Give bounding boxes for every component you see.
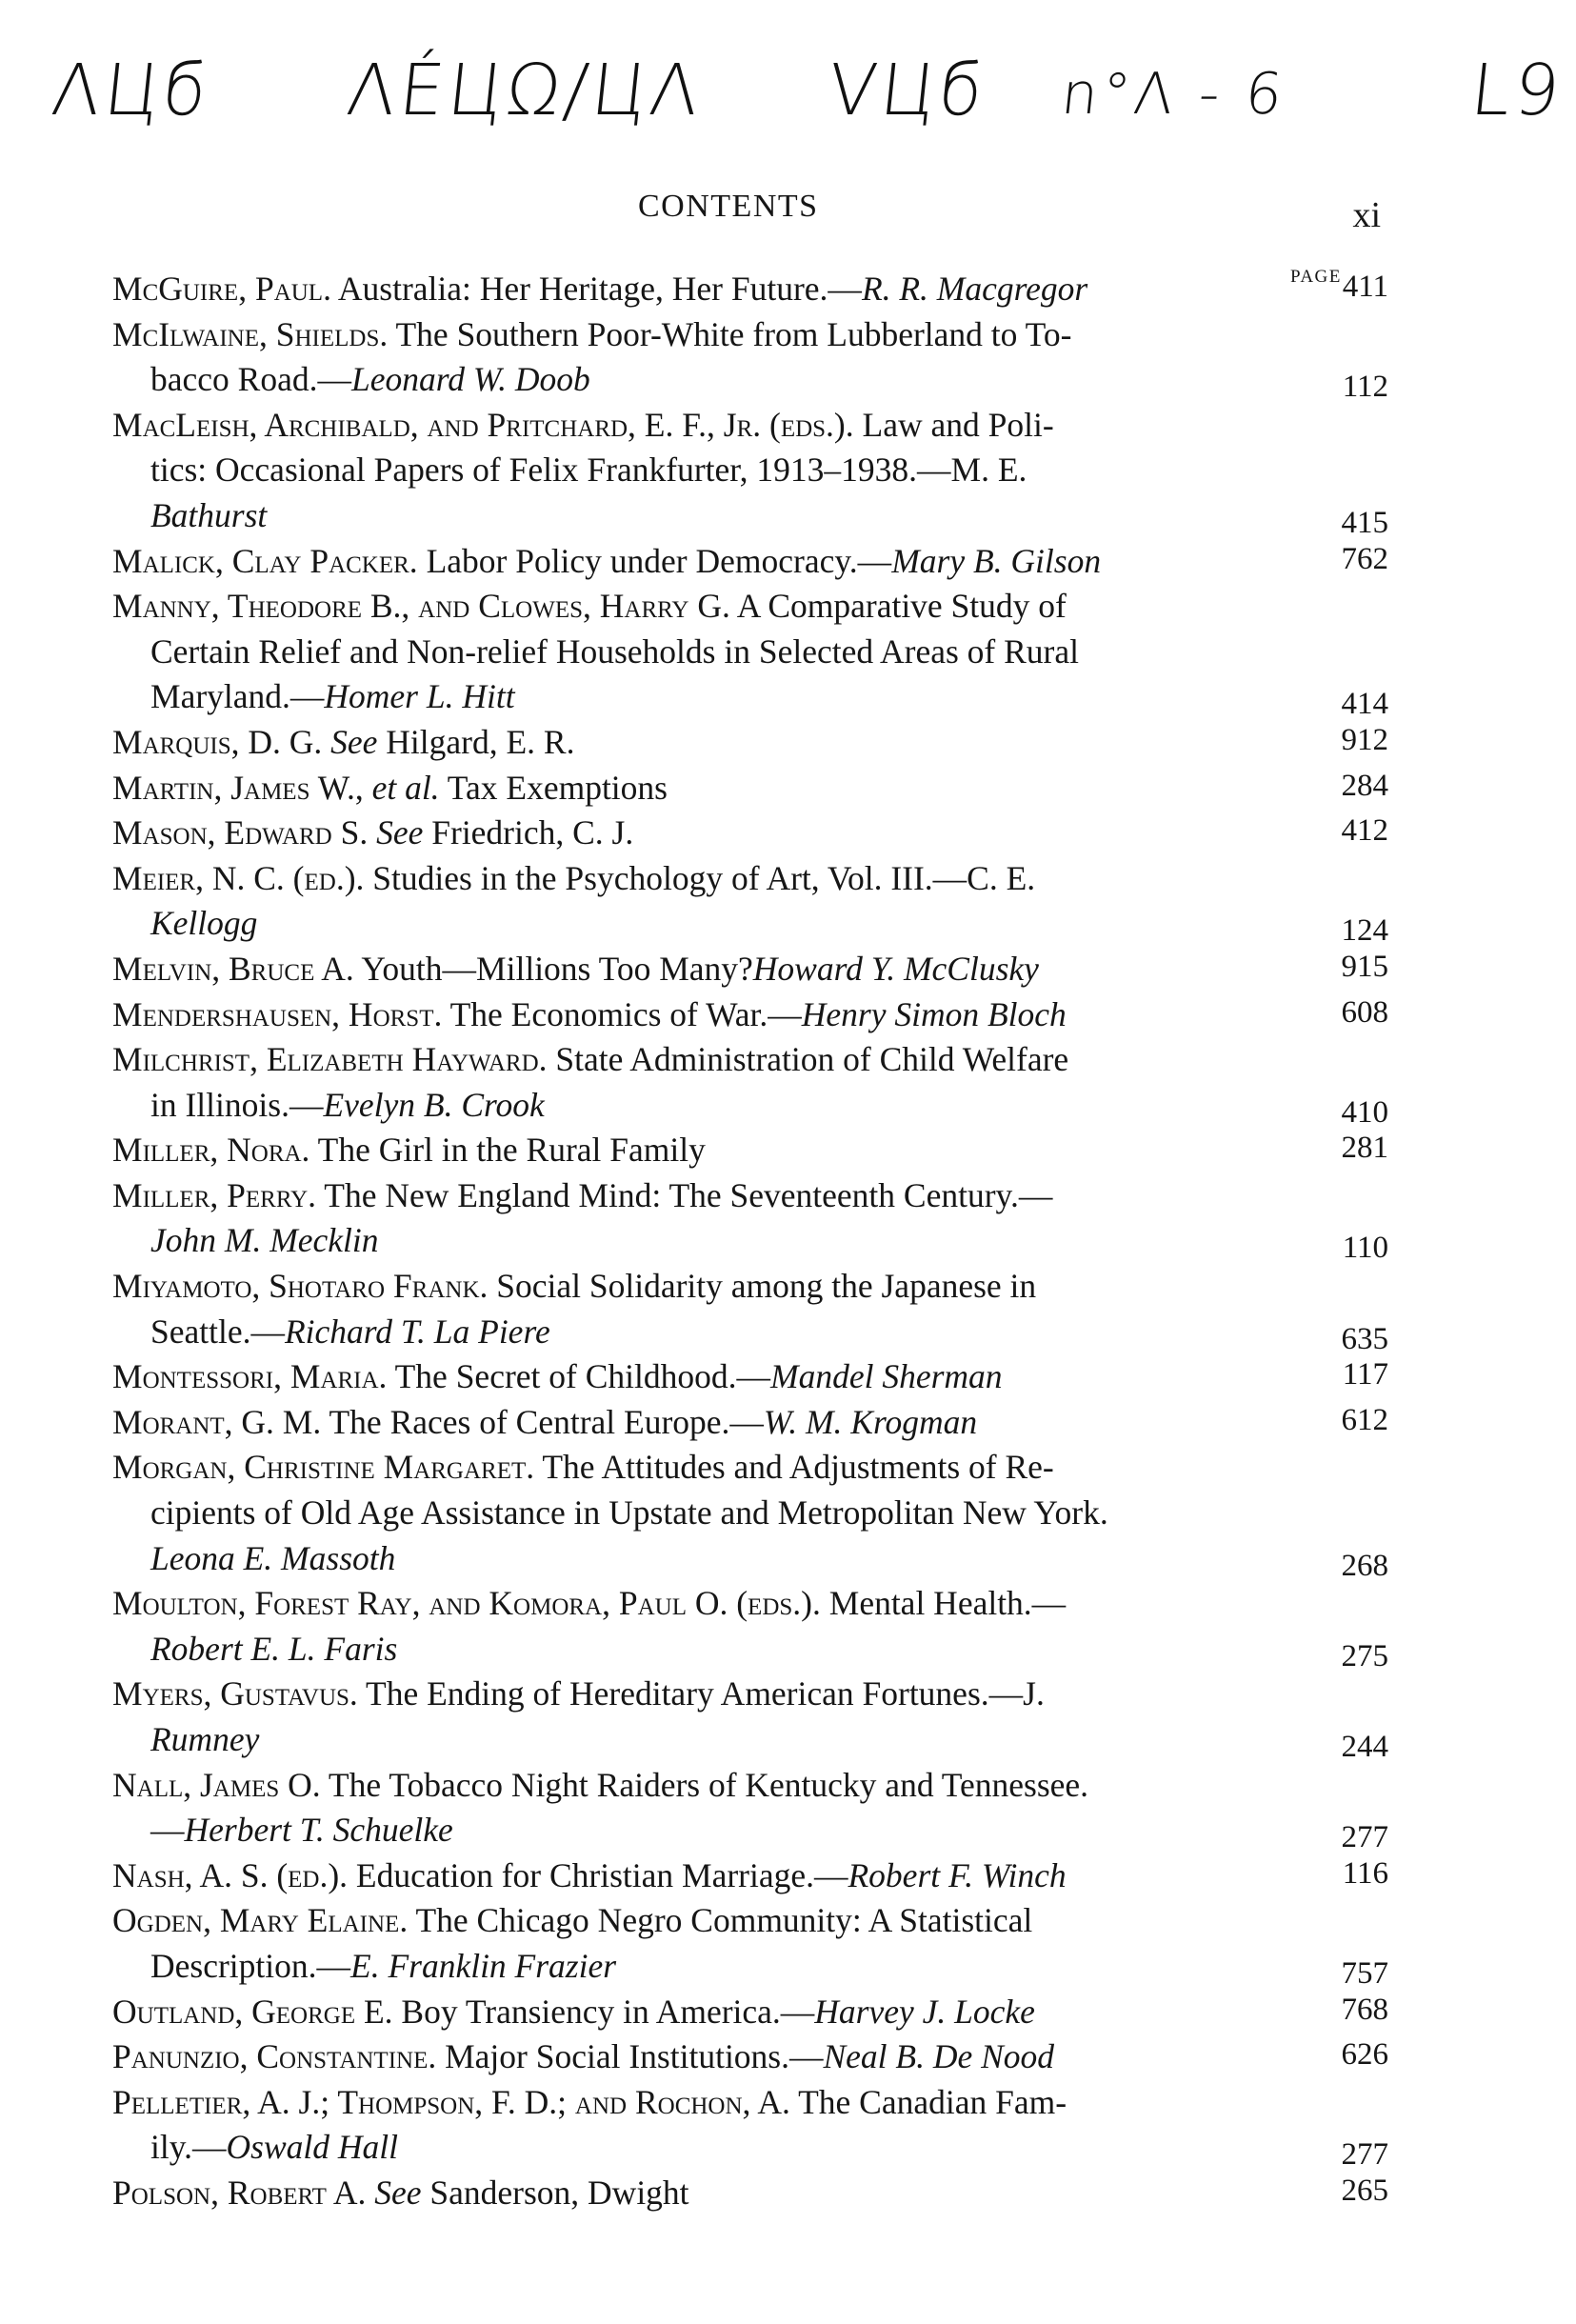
page-column-label: PAGE [1290,267,1342,287]
entry-page-number: 117 [1342,1357,1388,1392]
entry-reviewer: Henry Simon Bloch [801,994,1067,1033]
entry-author: Montessori, Maria. [112,1357,388,1396]
entry-page-number: 608 [1341,994,1388,1030]
entry-line [112,1491,1303,1536]
entry-author: Nall, James O. [112,1765,321,1804]
entry-reviewer: Robert F. Winch [848,1855,1067,1894]
contents-entry [112,539,1388,585]
entry-see-ref: et al. [371,768,440,807]
entry-title-text: Certain Relief and Non-relief Households in Selected Areas of Rural [150,631,1079,671]
entry-title-text: Friedrich, C. J. [431,813,634,852]
entry-title-text: cipients of Old Age Assistance in Upstate and Metropolitan New York. [150,1493,1108,1533]
contents-entry [112,2034,1388,2080]
entry-line [112,1400,1303,1446]
entry-title-text: ily.— [150,2128,227,2167]
entry-page-number: 275 [1341,1638,1388,1673]
entry-title-text: bacco Road.— [150,360,351,399]
entry-title-text: The Economics of War.— [449,994,802,1033]
entry-author: Milchrist, Elizabeth Hayward. [112,1040,548,1079]
entry-title-text: The New England Mind: The Seventeenth Century.— [324,1175,1053,1214]
entry-title-text: Education for Christian Marriage.— [355,1855,848,1894]
contents-entry [112,403,1388,539]
entry-reviewer: Rumney [150,1720,260,1758]
entry-line [112,1218,1303,1264]
entry-page-number: 626 [1341,2037,1388,2073]
entry-author: Myers, Gustavus. [112,1674,358,1713]
entry-page-number: 124 [1341,913,1388,949]
entry-page-number: 284 [1341,768,1388,803]
entry-line [112,947,1303,992]
entry-title-text: Youth—Millions Too Many? [361,949,753,988]
entry-author: Malick, Clay Packer. [112,541,418,580]
entry-title-text: The Secret of Childhood.— [394,1357,770,1396]
entry-author: Mendershausen, Horst. [112,994,443,1033]
entry-author: MacLeish, Archibald, and Pritchard, E. F., Jr. (eds.). [112,405,854,444]
entry-reviewer: Harvey J. Locke [814,1992,1035,2031]
entry-see-ref: See [376,813,424,852]
entry-title-text: The Canadian Fam- [798,2082,1067,2121]
handwritten-mark: ΛЦб [48,50,214,131]
entry-line [112,539,1303,585]
entry-line [112,1037,1303,1083]
contents-entry [112,1898,1388,1989]
handwritten-mark: VЦб [824,50,990,131]
entry-page-number: 762 [1341,541,1388,576]
entry-reviewer: Richard T. La Piere [284,1312,550,1351]
entry-line [112,2080,1303,2126]
handwritten-mark: n°Λ - 6 [1058,61,1289,128]
page-numeral: xi [1352,195,1381,235]
entry-title-text: Labor Policy under Democracy.— [426,541,892,580]
entry-reviewer: Kellogg [150,904,258,943]
entry-page-number: 410 [1341,1094,1388,1130]
entry-line [112,1264,1303,1310]
entry-line [112,856,1303,902]
entry-line [112,674,1303,720]
entry-reviewer: Homer L. Hitt [324,677,515,716]
entry-page-number: 414 [1341,687,1388,722]
entry-page-number: 110 [1342,1231,1388,1266]
entry-author: Miller, Perry. [112,1175,317,1214]
contents-entry [112,584,1388,720]
entry-page-number: 265 [1341,2173,1388,2208]
entry-line [112,811,1303,856]
entry-author: Nash, A. S. (ed.). [112,1855,349,1894]
entry-author: Outland, George E. [112,1992,393,2031]
entry-line [112,1627,1303,1673]
contents-entry [112,1445,1388,1581]
entry-author: Moulton, Forest Ray, and Komora, Paul O. (eds.). [112,1584,821,1623]
page-title: CONTENTS [638,189,819,224]
contents-entry [112,1173,1388,1264]
entry-title-text: Tax Exemptions [447,768,668,807]
entry-line [112,1763,1303,1809]
entry-title-text: Maryland.— [150,677,325,716]
entry-line [112,992,1303,1038]
entry-title-text: The Girl in the Rural Family [317,1131,706,1170]
entry-title-text: The Races of Central Europe.— [329,1402,764,1441]
entry-line [112,1672,1303,1717]
entry-line [112,720,1303,766]
contents-entry [112,1672,1388,1762]
contents-entry [112,267,1388,312]
entry-title-text: The Tobacco Night Raiders of Kentucky and Tennessee. [328,1765,1089,1804]
entry-line [112,1581,1303,1627]
entry-reviewer: Robert E. L. Faris [150,1629,398,1668]
contents-entry [112,1853,1388,1899]
entry-see-ref: See [330,722,378,761]
handwritten-mark: ΛÉЦΩ/ЦΛ [343,50,707,131]
entry-page-number: 281 [1341,1131,1388,1166]
entry-author: Ogden, Mary Elaine. [112,1901,409,1940]
entry-page-number: 112 [1342,370,1388,405]
entry-reviewer: Mary B. Gilson [891,541,1102,580]
entry-reviewer: Leonard W. Doob [350,360,590,399]
entry-page-number: 411 [1342,270,1388,304]
entry-title-text: State Administration of Child Welfare [555,1040,1069,1079]
entry-title-text: Description.— [150,1946,351,1985]
entry-line [112,493,1303,539]
contents-entry [112,766,1388,811]
entry-title-text: tics: Occasional Papers of Felix Frankfurter, 1913–1938.—M. E. [150,451,1027,490]
entry-line [112,901,1303,947]
contents-entry [112,856,1388,947]
entry-line [112,1853,1303,1899]
entry-title-text: A Comparative Study of [736,587,1067,626]
entry-author: Melvin, Bruce A. [112,949,354,988]
page-header [124,181,1381,238]
entry-page-number: 415 [1341,505,1388,540]
entry-line [112,1717,1303,1763]
contents-entry [112,992,1388,1038]
entry-line [112,267,1303,312]
entry-page-number: 768 [1341,1992,1388,2027]
entry-title-text: Mental Health.— [828,1584,1067,1623]
contents-entry [112,1264,1388,1354]
entry-author: Panunzio, Constantine. [112,2037,437,2076]
entry-author: McGuire, Paul. [112,270,331,308]
contents-entry [112,312,1388,403]
entry-line [112,1898,1303,1944]
entry-title-text: The Chicago Negro Community: A Statistical [415,1901,1033,1940]
entry-title-text: The Southern Poor-White from Lubberland to To- [395,314,1072,353]
entry-line [112,1536,1303,1582]
contents-entry [112,947,1388,992]
entry-author: Marquis, D. G. [112,722,323,761]
contents-entry [112,720,1388,766]
entry-line [112,1990,1303,2035]
contents-entry [112,1763,1388,1853]
entry-author: Polson, Robert A. [112,2173,367,2212]
entry-line [112,1083,1303,1129]
entry-line [112,1173,1303,1219]
contents-entry [112,2171,1388,2216]
entry-line [112,1944,1303,1990]
entry-title-text: Hilgard, E. R. [386,722,575,761]
entry-author: Mason, Edward S. [112,813,369,852]
entry-reviewer: Neal B. De Nood [823,2037,1055,2076]
entry-page-number: 244 [1341,1730,1388,1764]
handwritten-mark: L9 [1466,50,1567,131]
entry-page-number: 912 [1341,722,1388,757]
entry-title-text: Law and Poli- [862,405,1054,444]
entry-author: Miller, Nora. [112,1131,310,1170]
entry-title-text: — [150,1811,185,1850]
contents-entry [112,811,1388,856]
entry-page-number: 277 [1341,2137,1388,2173]
entry-page-number: 268 [1341,1548,1388,1583]
entry-author: Pelletier, A. J.; Thompson, F. D.; and Rochon, A. [112,2082,790,2121]
entry-line [112,1310,1303,1355]
entry-title-text: Social Solidarity among the Japanese in [496,1267,1037,1306]
entry-reviewer: John M. Mecklin [150,1221,379,1260]
entry-line [112,2171,1303,2216]
entry-title-text: Studies in the Psychology of Art, Vol. III.—C. E. [372,858,1036,897]
contents-entry [112,1990,1388,2035]
entry-reviewer: W. M. Krogman [763,1402,978,1441]
contents-entry [112,1581,1388,1672]
entry-page-number: 116 [1342,1855,1388,1891]
entry-page-number: 277 [1341,1820,1388,1855]
contents-entry [112,2080,1388,2171]
entry-author: Morant, G. M. [112,1402,322,1441]
entry-reviewer: Herbert T. Schuelke [184,1811,453,1850]
entry-line [112,357,1303,403]
entry-title-text: Sanderson, Dwight [429,2173,689,2212]
contents-entry [112,1128,1388,1173]
entry-reviewer: Bathurst [150,495,268,534]
entry-line [112,403,1303,449]
entry-author: Manny, Theodore B., and Clowes, Harry G. [112,587,730,626]
entry-line [112,312,1303,358]
entry-line [112,1808,1303,1853]
entry-title-text: The Ending of Hereditary American Fortunes.—J. [366,1674,1045,1713]
entry-page-number: 757 [1341,1955,1388,1991]
entry-author: McIlwaine, Shields. [112,314,389,353]
entry-reviewer: Howard Y. McClusky [752,949,1039,988]
handwritten-call-number [0,50,1576,154]
entry-reviewer: Evelyn B. Crook [323,1085,545,1124]
entry-reviewer: Oswald Hall [226,2128,399,2167]
entry-reviewer: Mandel Sherman [770,1357,1003,1396]
entry-reviewer: R. R. Macgregor [861,270,1088,308]
entry-author: Martin, James W., [112,768,364,807]
entry-title-text: Seattle.— [150,1312,285,1351]
entry-line [112,630,1303,675]
entry-page-number: 612 [1341,1402,1388,1437]
entry-see-ref: See [374,2173,422,2212]
entry-line [112,448,1303,493]
entry-line [112,584,1303,630]
contents-entry [112,1400,1388,1446]
entry-author: Meier, N. C. (ed.). [112,858,365,897]
entry-reviewer: Leona E. Massoth [150,1538,396,1577]
entry-line [112,1445,1303,1491]
entry-line [112,766,1303,811]
entry-page-number: 635 [1341,1321,1388,1356]
entry-title-text: Boy Transiency in America.— [401,1992,815,2031]
entry-title-text: Australia: Her Heritage, Her Future.— [337,270,862,308]
entry-reviewer: E. Franklin Frazier [350,1946,617,1985]
entry-line [112,1128,1303,1173]
entry-author: Miyamoto, Shotaro Frank. [112,1267,489,1306]
entry-author: Morgan, Christine Margaret. [112,1448,535,1487]
contents-entry [112,1037,1388,1128]
entry-line [112,1354,1303,1400]
entry-page-number: 412 [1341,813,1388,849]
contents-list [112,267,1388,2216]
entry-title-text: The Attitudes and Adjustments of Re- [542,1448,1054,1487]
entry-page-number: 915 [1341,949,1388,984]
entry-line [112,2034,1303,2080]
contents-entry [112,1354,1388,1400]
entry-title-text: Major Social Institutions.— [445,2037,824,2076]
entry-line [112,2125,1303,2171]
entry-title-text: in Illinois.— [150,1085,324,1124]
